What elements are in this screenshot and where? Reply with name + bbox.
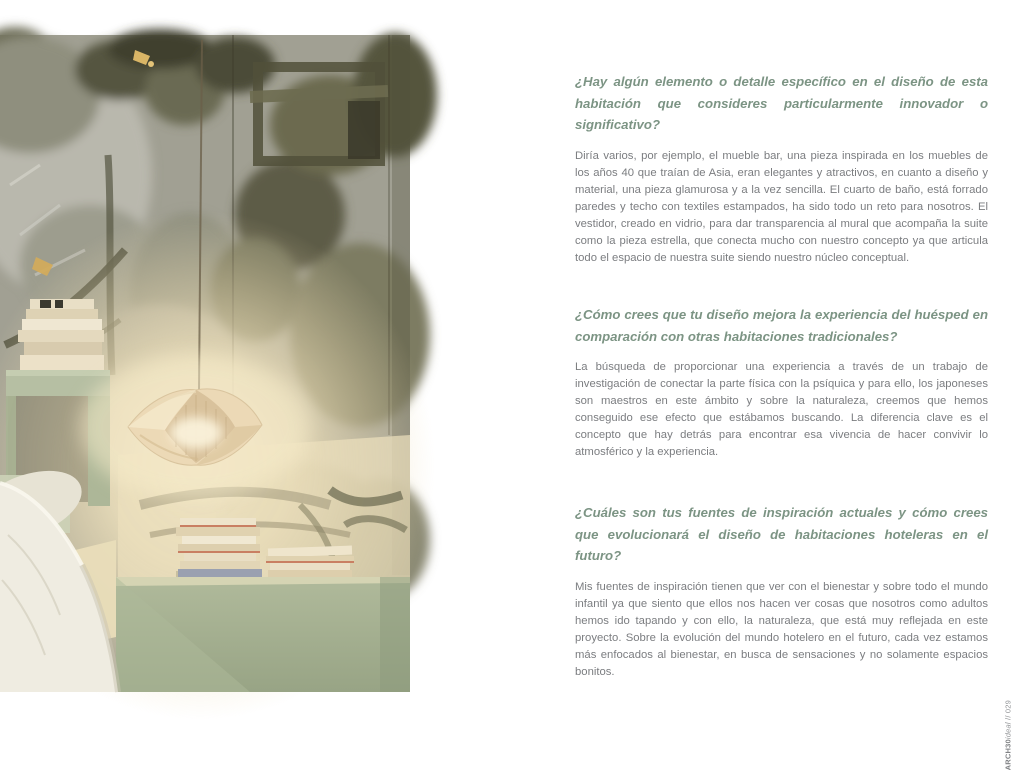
room-photo	[0, 35, 410, 692]
answer-2: La búsqueda de proporcionar una experiencia a través de un trabajo de investigación de conectar la parte física con la psíquica y para ello, los japoneses son maestros en este ámbito y sobre la naturaleza, creemos que hemos conseguido ese efecto que estábamos buscando. La diferencia clave es el concepto que hay detrás para encontrar esa vivencia de hacer convivir lo atmosférico y la experiencia.	[575, 361, 988, 458]
magazine-brand: ARCH30	[1003, 739, 1012, 770]
answer-3: Mis fuentes de inspiración tienen que ver con el bienestar y sobre todo el mundo infantil ya que siento que ellos nos hacen ver cosas que nosotros como adultos hemos ido tapando y con ello, la naturaleza, que está muy reflejada en este proyecto. Sobre la evolución del mundo hotelero en el futuro, cada vez estamos más enfocados al bienestar, en busca de sensaciones y no solamente espacios bonitos.	[575, 580, 988, 678]
question-3: ¿Cuáles son tus fuentes de inspiración actuales y cómo crees que evolucionará el diseño de habitaciones hoteleras en el futuro?	[575, 505, 988, 563]
shelf-books	[18, 299, 104, 370]
magazine-brand-suffix: ideal	[1003, 722, 1012, 740]
question-1: ¿Hay algún elemento o detalle específico en el diseño de esta habitación que consideres particularmente innovador o significativo?	[575, 74, 988, 132]
sideboard	[116, 577, 410, 692]
page-number: // 029	[1003, 700, 1012, 723]
room-photo-illustration	[0, 35, 410, 692]
qa-block-1	[575, 71, 988, 267]
qa-block-2	[575, 304, 988, 461]
page-footer	[1003, 700, 1012, 770]
answer-1: Diría varios, por ejemplo, el mueble bar, una pieza inspirada en los muebles de los años 40 que traían de Asia, eran elegantes y atractivos, en cuanto a diseño y material, una pieza glamurosa y a la vez sencilla. El cuarto de baño, está forrado paredes y techo con textiles estampados, ha sido todo un reto para nosotros. El vestidor, creado en vidrio, para dar transparencia al mural que acompaña la suite como la pieza estrella, que conecta mucho con nuestro concepto ya que articula todo el espacio de nuestra suite siendo nuestro núcleo conceptual.	[575, 149, 988, 264]
qa-block-3	[575, 502, 988, 681]
question-2: ¿Cómo crees que tu diseño mejora la experiencia del huésped en comparación con otras habitaciones tradicionales?	[575, 307, 988, 344]
